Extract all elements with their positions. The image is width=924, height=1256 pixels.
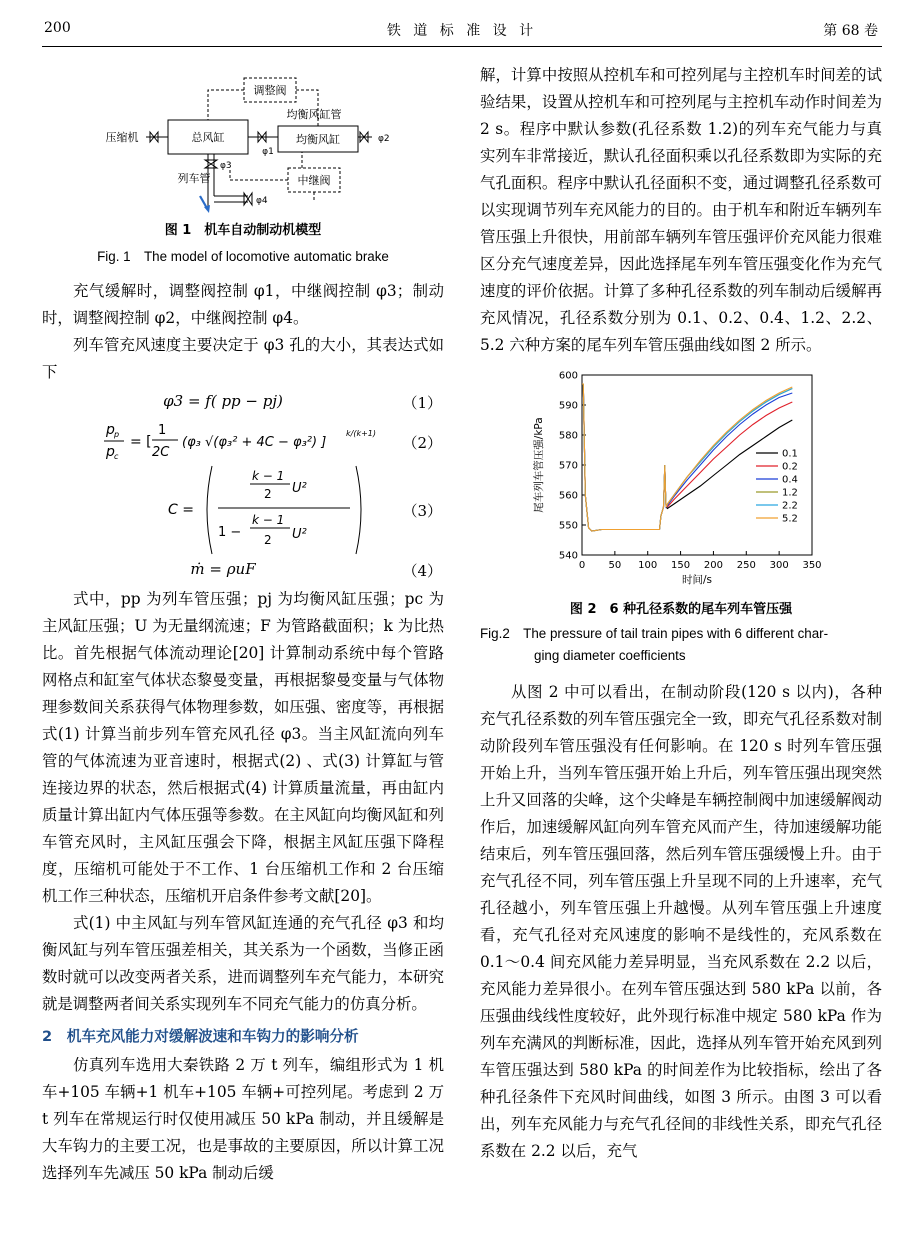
phi3-label: φ3 [220, 161, 232, 171]
y-tick-label: 540 [558, 550, 578, 562]
svg-text:1 −: 1 − [218, 525, 242, 540]
equation-1-number: （1） [402, 394, 442, 412]
left-paragraph-5: 仿真列车选用大秦铁路 2 万 t 列车，编组形式为 1 机车+105 车辆+1 机车+105 车辆+可控列尾。考虑到 2 万 t 列车在常规运行时仅使用减压 50 kPa 制动，并且缓解是大车钩力的主要工况，也是事故的主要原因，所以计算工况选择列车先减压 50 kPa 制动后缓 [42, 1056, 444, 1182]
svg-text:2: 2 [264, 487, 272, 501]
x-axis-label: 时间/s [681, 574, 713, 586]
equation-3-math [168, 462, 428, 558]
main-reservoir-label: 总风缸 [191, 131, 225, 144]
fig1-caption-en: Fig. 1 The model of locomotive automatic brake [97, 249, 389, 264]
page-header [42, 20, 882, 44]
fig2-chart [480, 367, 882, 597]
legend-label-5.2: 5.2 [782, 513, 798, 525]
relay-valve-label: 中继阀 [297, 174, 331, 187]
volume-label: 第 68 卷 [823, 23, 878, 39]
svg-text:2: 2 [264, 533, 272, 547]
y-tick-label: 600 [558, 370, 578, 382]
y-tick-label: 580 [558, 430, 578, 442]
legend-label-0.4: 0.4 [782, 474, 798, 486]
fig2-caption-en-line1: Fig.2 The pressure of tail train pipes with 6 different char- [480, 626, 829, 641]
x-tick-label: 350 [802, 560, 822, 571]
svg-text:= [: = [ [130, 434, 152, 450]
legend-label-0.1: 0.1 [782, 448, 798, 460]
y-tick-label: 550 [558, 520, 578, 532]
legend-label-0.2: 0.2 [782, 461, 798, 473]
svg-text:k − 1: k − 1 [252, 513, 285, 527]
svg-text:p: p [106, 422, 115, 438]
series-line-2.2 [582, 384, 792, 531]
equation-2 [42, 418, 444, 462]
svg-text:U²: U² [292, 527, 307, 542]
equation-3 [42, 462, 444, 558]
fig1-diagram [42, 56, 444, 218]
left-paragraph-4: 式(1) 中主风缸与列车管风缸连通的充气孔径 φ3 和均衡风缸与列车管压强差相关，其关系为一个函数，当修正函数时就可以改变两者关系，进而调整列车充气能力，本研究就是调整两者间关系实现列车不同充气能力的仿真分析。 [42, 914, 444, 1013]
svg-text:(φ₃ √(φ₃² + 4C − φ₃²) ]: (φ₃ √(φ₃² + 4C − φ₃²) ] [182, 435, 327, 450]
y-tick-label: 570 [558, 460, 578, 472]
svg-text:k − 1: k − 1 [252, 469, 285, 483]
section-2-heading: 2 机车充风能力对缓解波速和车钩力的影响分析 [42, 1028, 359, 1045]
equal-pipe-label: 均衡风缸管 [286, 108, 342, 121]
equation-3-number: （3） [402, 502, 442, 520]
legend-label-2.2: 2.2 [782, 500, 798, 512]
equation-4 [42, 558, 444, 586]
equal-reservoir-label: 均衡风缸 [296, 133, 340, 146]
left-paragraph-2: 列车管充风速度主要决定于 φ3 孔的大小，其表达式如下 [42, 336, 444, 381]
y-tick-label: 560 [558, 490, 578, 502]
x-tick-label: 100 [638, 560, 658, 571]
compressor-label: 压缩机 [105, 131, 139, 144]
phi2-label: φ2 [378, 134, 390, 144]
train-pipe-label [178, 171, 211, 185]
svg-text:1: 1 [158, 423, 167, 438]
journal-name: 铁 道 标 准 设 计 [386, 23, 538, 39]
right-column [480, 62, 882, 1165]
page-number: 200 [44, 20, 71, 36]
fig2-caption-cn: 图 2 6 种孔径系数的尾车列车管压强 [569, 602, 793, 617]
x-tick-label: 0 [578, 560, 586, 571]
equation-2-number: （2） [402, 434, 442, 452]
phi4-label: φ4 [256, 196, 268, 206]
svg-text:C =: C = [168, 502, 194, 518]
legend-label-1.2: 1.2 [782, 487, 798, 499]
equation-4-number: （4） [402, 562, 442, 580]
svg-text:k/(k+1): k/(k+1) [346, 429, 376, 438]
equation-1 [42, 390, 444, 418]
svg-text:2C: 2C [152, 445, 170, 460]
x-tick-label: 50 [608, 560, 622, 571]
train-pipe-label-text: 列车管 [177, 172, 211, 185]
equation-1-body: φ3 = f( pp − pj) [163, 392, 283, 410]
svg-text:p: p [114, 430, 120, 439]
right-paragraph-1: 解，计算中按照从控机车和可控列尾与主控机车时间差的试验结果，设置从控机车和可控列尾与主控机车动作时间差为 2 s。程序中默认参数(孔径系数 1.2)的列车充气能力与真实列车非常接近，默认孔径面积乘以孔径系数即为实际的充气孔面积。程序中默认孔径面积不变，通过调整孔径系数可以实现调节列车充风能力的目的。由于机车和附近车辆列车管压强上升很快，用前部车辆列车管压强评价充风能力很难区分充气速度差异，因此选择尾车列车管压强变化作为充气速度的评价依据。计算了多种孔径系数的列车制动后缓解再充风情况，孔径系数分别为 0.1、0.2、0.4、1.2、2.2、5.2 六种方案的尾车列车管压强曲线如图 2 所示。 [480, 66, 882, 354]
right-paragraph-2: 从图 2 中可以看出，在制动阶段(120 s 以内)，各种充气孔径系数的列车管压强完全一致，即充气孔径系数对制动阶段列车管压强没有任何影响。在 120 s 时列车管压强开始上升，当列车管压强开始上升后，列车管压强出现突然上升又回落的尖峰，这个尖峰是车辆控制阀中加速缓解阀动作后，加速缓解风缸向列车管充风而产生，待加速缓解功能结束后，列车管压强回落，然后列车管压强缓慢上升。由于充气孔径不同，列车管压强上升呈现不同的上升速率，充气孔径越小，列车管压强上升越慢。从列车管压强上升速度看，充气孔径对充风速度的影响不是线性的，充风系数在 0.1～0.4 间充风能力差异明显，当充风系数在 2.2 以后，充风能力差异很小。在列车管压强达到 580 kPa 以前，各压强曲线线性度较好，此外现行标准中规定 580 kPa 作为列车充满风的判断标准，因此，选择从列车管开始充风到列车管压强达到 580 kPa 的时间差作为比较指标，绘出了各种孔径条件下充风时间曲线，如图 3 所示。由图 3 可以看出，列车充风能力与充气孔径间的非线性关系，即充气孔径系数在 2.2 以后，充气 [480, 683, 882, 1160]
left-column [42, 56, 444, 1187]
x-tick-label: 300 [769, 560, 789, 571]
x-tick-label: 150 [671, 560, 691, 571]
svg-text:U²: U² [292, 481, 307, 496]
phi1-label: φ1 [262, 147, 274, 157]
y-tick-label: 590 [558, 400, 578, 412]
fig2-caption-en-line2: ging diameter coefficients [534, 648, 686, 663]
left-paragraph-3: 式中，pp 为列车管压强；pj 为均衡风缸压强；pc 为主风缸压强；U 为无量纲流速；F 为管路截面积；k 为比热比。首先根据气体流动理论[20] 计算制动系统中每个管路网格点和缸室气体状态黎曼变量，再根据黎曼变量与气体物理参数间关系获得气体物理参数，如压强、密度等，再根据式(1) 计算当前步列车管充风孔径 φ3。当主风缸流向列车管的气体流速为亚音速时，根据式(2) 、式(3) 计算缸与管连接边界的状态，然后根据式(4) 计算质量流量，再由缸内质量计算出缸内气体压强等参数。在主风缸向均衡风缸和列车管充风时，主风缸压强会下降，根据主风缸压强下降程度，压缩机可能处于不工作、1 台压缩机工作和 2 台压缩机工作三种状态，压缩机开启条件参考文献[20]。 [42, 590, 444, 905]
fig1-caption-cn: 图 1 机车自动制动机模型 [164, 223, 322, 238]
x-tick-label: 200 [703, 560, 723, 571]
header-rule [42, 46, 882, 47]
x-tick-label: 250 [736, 560, 756, 571]
y-axis-label: 尾车列车管压强/kPa [533, 417, 545, 513]
equation-4-body: ṁ = ρuF [190, 560, 256, 578]
svg-text:c: c [114, 452, 119, 461]
left-paragraph-1: 充气缓解时，调整阀控制 φ1，中继阀控制 φ3；制动时，调整阀控制 φ2，中继阀控制 φ4。 [42, 282, 444, 327]
svg-text:p: p [106, 444, 115, 460]
adjust-valve-label: 调整阀 [253, 84, 287, 97]
